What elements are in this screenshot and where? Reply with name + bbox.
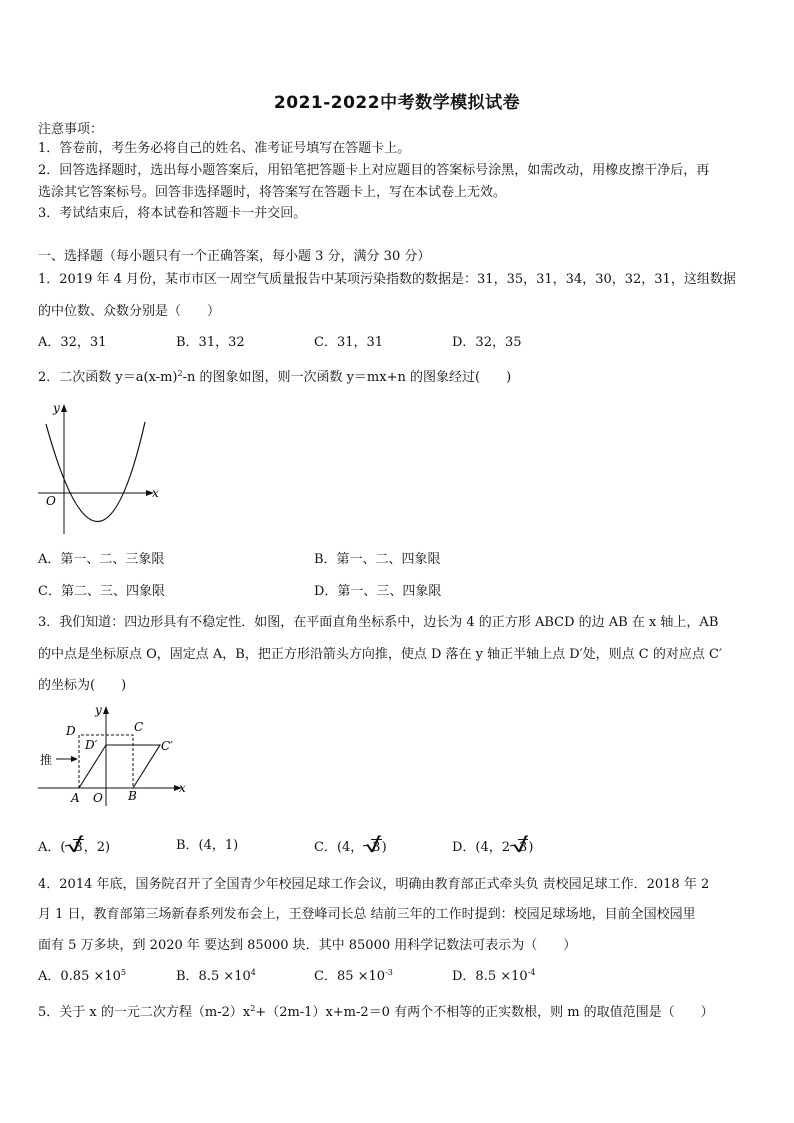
q4-option-a	[38, 969, 126, 986]
q4-option-b-base: B．8.5 ×10	[176, 969, 251, 984]
q3-option-c-sqrt	[363, 838, 381, 856]
q4-option-d-base: D．8.5 ×10	[452, 969, 528, 984]
q1-option-a: A．32，31	[38, 335, 107, 350]
q3-label-b: B	[128, 789, 137, 803]
q4-option-c-base: C．85 ×10	[314, 969, 386, 984]
q3-label-d-prime: D′	[85, 738, 98, 752]
q2-stem-a: 2．二次函数 y＝a(x-m)	[38, 370, 178, 385]
q3-push-label: 推	[40, 753, 53, 767]
q3-label-c: C	[134, 720, 144, 734]
q3-line-1: 3．我们知道：四边形具有不稳定性．如图，在平面直角坐标系中，边长为 4 的正方形 ABCD 的边 AB 在 x 轴上，AB	[38, 615, 719, 630]
q2-y-arrow	[61, 404, 67, 412]
q2-stem-exponent: 2	[177, 369, 183, 378]
q3-option-c-pre: C．(4，	[314, 840, 364, 855]
q2-option-a: A．第一、二、三象限	[38, 552, 165, 567]
q3-label-c-prime: C′	[161, 739, 173, 753]
q3-option-c-radicand: 3	[372, 840, 381, 855]
q4-option-a-base: A．0.85 ×10	[38, 969, 121, 984]
q1-option-b: B．31，32	[176, 335, 245, 350]
q2-option-d: D．第一、三、四象限	[314, 584, 442, 599]
q2-option-b: B．第一、二、四象限	[314, 552, 441, 567]
q3-square-figure	[36, 700, 196, 810]
q3-option-a-pre: A．(	[38, 840, 66, 855]
radical-icon	[65, 835, 83, 853]
q3-line-3: 的坐标为( )	[38, 678, 127, 693]
section-heading: 一、选择题（每小题只有一个正确答案，每小题 3 分，满分 30 分）	[38, 249, 431, 264]
q3-option-b: B．(4，1)	[176, 838, 239, 853]
q4-option-b-exp: 4	[250, 968, 256, 977]
q1-option-d: D．32，35	[452, 335, 522, 350]
q3-option-a-radicand: 3	[74, 840, 83, 855]
q2-parabola-figure	[36, 398, 168, 538]
q2-y-label: y	[53, 401, 60, 415]
q3-label-o: O	[93, 791, 103, 805]
radical-icon	[510, 835, 528, 853]
q4-option-b	[176, 969, 256, 986]
q5-stem-b: +（2m-1）x+m-2＝0 有两个不相等的正实数根，则 m 的取值范围是（ ）	[255, 1005, 714, 1020]
q1-option-c: C．31，31	[314, 335, 384, 350]
q3-option-a-post: ，2)	[83, 840, 111, 855]
notice-item-2-cont: 选涂其它答案标号。回答非选择题时，将答案写在答题卡上，写在本试卷上无效。	[38, 185, 507, 200]
q4-line-3: 面有 5 万多块，到 2020 年 要达到 85000 块．其中 85000 用科学记数法可表示为（ ）	[38, 938, 577, 953]
q3-option-c	[314, 838, 387, 856]
q3-line-2: 的中点是坐标原点 O，固定点 A，B，把正方形沿箭头方向推，使点 D 落在 y 轴正半轴上点 D′处，则点 C 的对应点 C′	[38, 647, 722, 662]
q1-line-2: 的中位数、众数分别是（ ）	[38, 304, 221, 319]
q3-x-label: x	[179, 781, 186, 795]
q4-option-c	[314, 969, 393, 986]
notice-heading: 注意事项：	[38, 122, 104, 137]
q3-option-d-post: )	[528, 840, 534, 855]
q2-x-label: x	[152, 486, 159, 500]
q3-option-c-post: )	[381, 840, 387, 855]
q2-option-c: C．第二、三、四象限	[38, 584, 165, 599]
q3-push-arrowhead	[71, 756, 78, 762]
q1-line-1: 1．2019 年 4 月份，某市市区一周空气质量报告中某项污染指数的数据是：31，35，31，34，30，32，31，这组数据	[38, 272, 736, 287]
q3-option-a	[38, 838, 110, 856]
notice-item-3: 3．考试结束后，将本试卷和答题卡一并交回。	[38, 206, 307, 221]
q2-parabola-curve	[46, 422, 145, 522]
q2-stem-b: -n 的图象如图，则一次函数 y＝mx+n 的图象经过( )	[182, 370, 512, 385]
q4-option-c-exp: -3	[385, 968, 393, 977]
q3-y-arrow	[103, 706, 109, 714]
q4-line-1: 4．2014 年底，国务院召开了全国青少年校园足球工作会议，明确由教育部正式牵头负 责校园足球工作．2018 年 2	[38, 877, 710, 892]
q4-option-d	[452, 969, 535, 986]
q3-label-d: D	[66, 724, 76, 738]
q2-stem	[38, 370, 511, 387]
q3-label-a: A	[71, 791, 80, 805]
q3-y-label: y	[95, 703, 102, 717]
q4-line-2: 月 1 日，教育部第三场新春系列发布会上，王登峰司长总 结前三年的工作时提到：校园足球场地，目前全国校园里	[38, 907, 696, 922]
q5-stem-exponent: 2	[250, 1004, 256, 1013]
q4-option-a-exp: 5	[120, 968, 126, 977]
q3-option-a-sqrt	[65, 838, 83, 856]
q3-option-d-radicand: 3	[519, 840, 528, 855]
q2-origin-label: O	[46, 494, 56, 508]
notice-item-1: 1．答卷前，考生务必将自己的姓名、准考证号填写在答题卡上。	[38, 141, 411, 156]
notice-item-2: 2．回答选择题时，选出每小题答案后，用铅笔把答题卡上对应题目的答案标号涂黑，如需改动，用橡皮擦干净后，再	[38, 163, 710, 178]
q5-stem-a: 5．关于 x 的一元二次方程（m-2）x	[38, 1005, 251, 1020]
page-title: 2021-2022中考数学模拟试卷	[273, 93, 521, 113]
q5-stem	[38, 1005, 714, 1022]
q4-option-d-exp: -4	[527, 968, 536, 977]
q3-option-d-pre: D．(4，2	[452, 840, 511, 855]
radical-icon	[363, 835, 381, 853]
q3-option-d	[452, 838, 533, 856]
q3-option-d-sqrt	[510, 838, 528, 856]
